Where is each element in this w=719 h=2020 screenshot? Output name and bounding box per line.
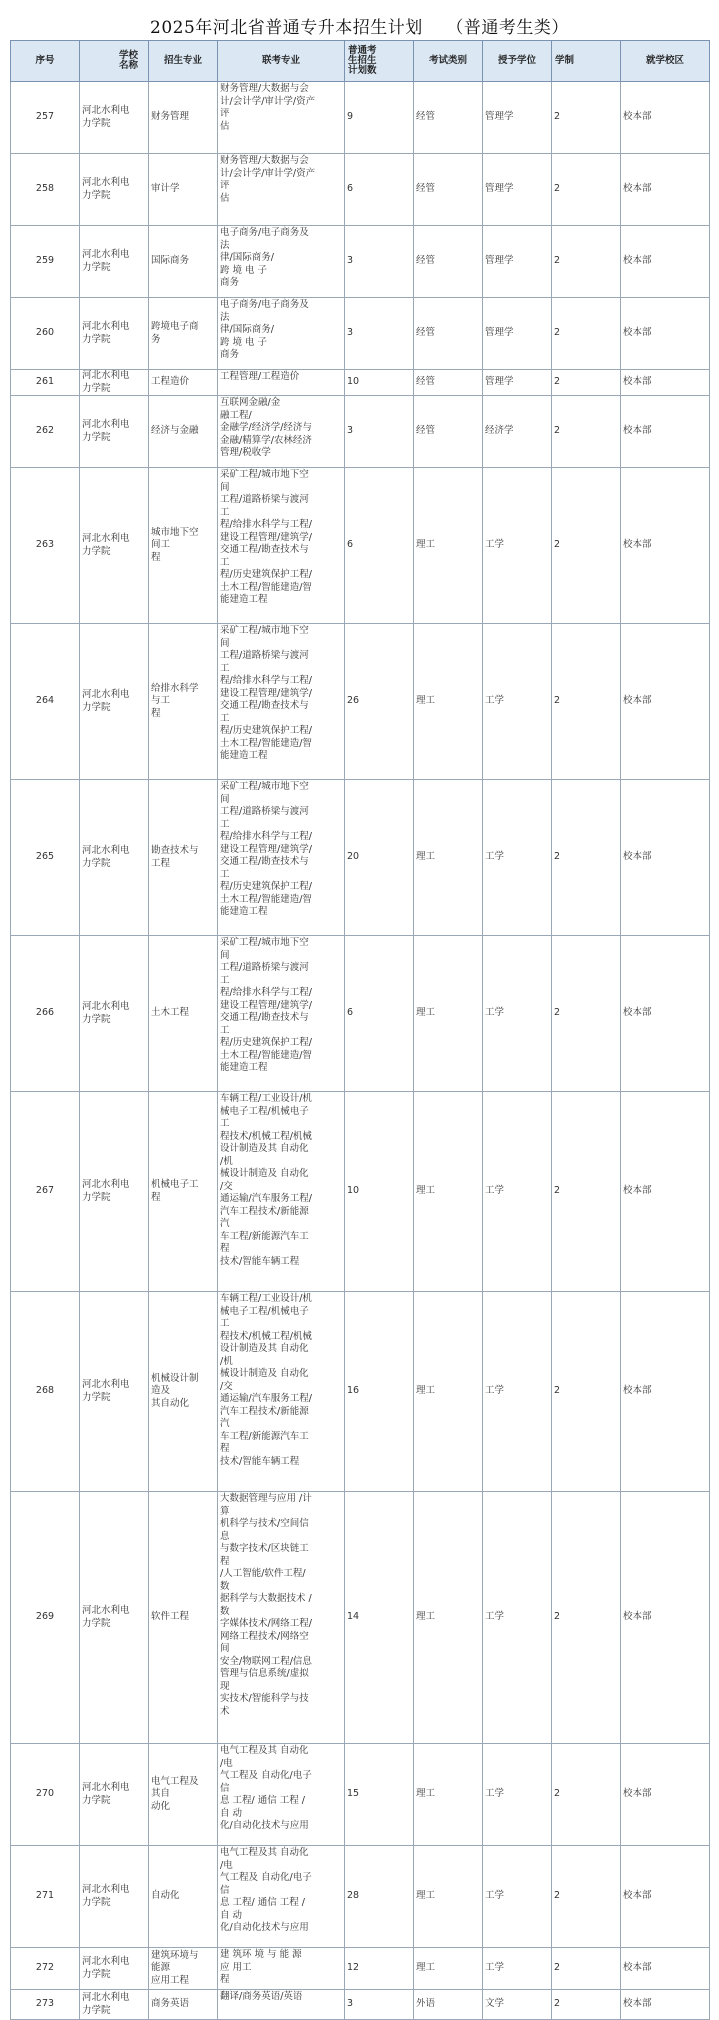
table-row <box>11 1744 710 1846</box>
cell-majors: 电气工程及其 自动化 /电 气工程及 自动化/电子 信 息 工程/ 通信 工程 / 自 动 化/自动化技术与应用 <box>218 1744 345 1846</box>
cell-seq: 268 <box>11 1292 80 1492</box>
cell-seq: 272 <box>11 1948 80 1990</box>
cell-program: 建筑环境与 能源 应用工程 <box>149 1948 218 1990</box>
cell-majors: 电子商务/电子商务及 法 律/国际商务/ 跨 境 电 子 商务 <box>218 298 345 370</box>
cell-campus: 校本部 <box>621 1292 710 1492</box>
cell-plan: 16 <box>345 1292 414 1492</box>
cell-years: 2 <box>552 1092 621 1292</box>
cell-degree: 工学 <box>483 624 552 780</box>
cell-degree: 经济学 <box>483 396 552 468</box>
cell-program: 审计学 <box>149 154 218 226</box>
cell-majors: 翻译/商务英语/英语 <box>218 1990 345 2020</box>
cell-years: 2 <box>552 82 621 154</box>
table-row <box>11 1492 710 1744</box>
cell-seq: 259 <box>11 226 80 298</box>
cell-degree: 工学 <box>483 1092 552 1292</box>
table-row <box>11 1846 710 1948</box>
cell-degree: 管理学 <box>483 82 552 154</box>
cell-campus: 校本部 <box>621 154 710 226</box>
cell-majors: 财务管理/大数据与会 计/会计学/审计学/资产 评 估 <box>218 82 345 154</box>
cell-program: 国际商务 <box>149 226 218 298</box>
cell-degree: 工学 <box>483 1948 552 1990</box>
cell-majors: 采矿工程/城市地下空 间 工程/道路桥梁与渡河 工 程/给排水科学与工程/ 建设工程管理/建筑学/ 交通工程/勘查技术与 工 程/历史建筑保护工程/ 土木工程/智能建造/智 能建造工程 <box>218 624 345 780</box>
header-seq: 序号 <box>11 41 80 82</box>
cell-years: 2 <box>552 1744 621 1846</box>
cell-school: 河北水利电 力学院 <box>80 370 149 396</box>
cell-school: 河北水利电 力学院 <box>80 226 149 298</box>
cell-campus: 校本部 <box>621 1948 710 1990</box>
cell-seq: 267 <box>11 1092 80 1292</box>
cell-school: 河北水利电 力学院 <box>80 1744 149 1846</box>
cell-degree: 管理学 <box>483 154 552 226</box>
cell-program: 给排水科学 与工 程 <box>149 624 218 780</box>
cell-seq: 258 <box>11 154 80 226</box>
table-row <box>11 1948 710 1990</box>
cell-years: 2 <box>552 1990 621 2020</box>
cell-years: 2 <box>552 468 621 624</box>
cell-majors: 车辆工程/工业设计/机 械电子工程/机械电子 工 程技术/机械工程/机械 设计制造及其 自动化 /机 械设计制造及 自动化 /交 通运输/汽车服务工程/ 汽车工程技术/新能源 汽 车工程/新能源汽车工 程 技术/智能车辆工程 <box>218 1292 345 1492</box>
table-body <box>11 82 710 2020</box>
cell-degree: 工学 <box>483 1292 552 1492</box>
cell-exam: 理工 <box>414 1492 483 1744</box>
cell-degree: 工学 <box>483 780 552 936</box>
cell-degree: 管理学 <box>483 226 552 298</box>
cell-campus: 校本部 <box>621 1492 710 1744</box>
cell-years: 2 <box>552 780 621 936</box>
header-plan: 普通考 生招生 计划数 <box>345 41 414 82</box>
cell-program: 勘查技术与 工程 <box>149 780 218 936</box>
cell-plan: 10 <box>345 370 414 396</box>
cell-seq: 273 <box>11 1990 80 2020</box>
cell-degree: 文学 <box>483 1990 552 2020</box>
cell-majors: 采矿工程/城市地下空 间 工程/道路桥梁与渡河 工 程/给排水科学与工程/ 建设工程管理/建筑学/ 交通工程/勘查技术与 工 程/历史建筑保护工程/ 土木工程/智能建造/智 能建造工程 <box>218 468 345 624</box>
cell-program: 电气工程及 其自 动化 <box>149 1744 218 1846</box>
header-degree: 授予学位 <box>483 41 552 82</box>
cell-years: 2 <box>552 396 621 468</box>
cell-campus: 校本部 <box>621 936 710 1092</box>
cell-plan: 26 <box>345 624 414 780</box>
cell-exam: 理工 <box>414 468 483 624</box>
cell-school: 河北水利电 力学院 <box>80 1092 149 1292</box>
cell-program: 城市地下空 间工 程 <box>149 468 218 624</box>
header-program: 招生专业 <box>149 41 218 82</box>
header-years: 学制 <box>552 41 621 82</box>
cell-years: 2 <box>552 936 621 1092</box>
cell-degree: 工学 <box>483 468 552 624</box>
header-school: 学校 名称 <box>80 41 149 82</box>
cell-seq: 270 <box>11 1744 80 1846</box>
header-campus: 就学校区 <box>621 41 710 82</box>
cell-exam: 理工 <box>414 1846 483 1948</box>
document-page <box>10 16 709 2020</box>
cell-years: 2 <box>552 154 621 226</box>
cell-campus: 校本部 <box>621 780 710 936</box>
cell-years: 2 <box>552 370 621 396</box>
cell-school: 河北水利电 力学院 <box>80 396 149 468</box>
cell-majors: 采矿工程/城市地下空 间 工程/道路桥梁与渡河 工 程/给排水科学与工程/ 建设工程管理/建筑学/ 交通工程/勘查技术与 工 程/历史建筑保护工程/ 土木工程/智能建造/智 能建造工程 <box>218 780 345 936</box>
cell-degree: 管理学 <box>483 298 552 370</box>
cell-plan: 6 <box>345 154 414 226</box>
table-row <box>11 396 710 468</box>
cell-program: 工程造价 <box>149 370 218 396</box>
cell-school: 河北水利电 力学院 <box>80 1492 149 1744</box>
cell-exam: 经管 <box>414 298 483 370</box>
cell-years: 2 <box>552 1846 621 1948</box>
cell-campus: 校本部 <box>621 396 710 468</box>
cell-campus: 校本部 <box>621 624 710 780</box>
cell-years: 2 <box>552 1492 621 1744</box>
cell-campus: 校本部 <box>621 1092 710 1292</box>
cell-program: 自动化 <box>149 1846 218 1948</box>
table-row <box>11 298 710 370</box>
cell-degree: 工学 <box>483 1492 552 1744</box>
cell-plan: 6 <box>345 468 414 624</box>
cell-program: 机械设计制 造及 其自动化 <box>149 1292 218 1492</box>
cell-years: 2 <box>552 226 621 298</box>
cell-school: 河北水利电 力学院 <box>80 624 149 780</box>
cell-campus: 校本部 <box>621 82 710 154</box>
cell-plan: 3 <box>345 396 414 468</box>
cell-seq: 271 <box>11 1846 80 1948</box>
cell-plan: 6 <box>345 936 414 1092</box>
cell-exam: 外语 <box>414 1990 483 2020</box>
table-row <box>11 624 710 780</box>
cell-seq: 262 <box>11 396 80 468</box>
cell-exam: 理工 <box>414 1092 483 1292</box>
cell-seq: 269 <box>11 1492 80 1744</box>
cell-majors: 车辆工程/工业设计/机 械电子工程/机械电子 工 程技术/机械工程/机械 设计制造及其 自动化 /机 械设计制造及 自动化 /交 通运输/汽车服务工程/ 汽车工程技术/新能源 汽 车工程/新能源汽车工 程 技术/智能车辆工程 <box>218 1092 345 1292</box>
cell-degree: 工学 <box>483 1846 552 1948</box>
cell-majors: 大数据管理与应用 /计 算 机科学与技术/空间信 息 与数字技术/区块链工 程 /人工智能/软件工程/ 数 据科学与大数据技术 / 数 字媒体技术/网络工程/ 网络工程技术/网络空 间 安全/物联网工程/信息 管理与信息系统/虚拟 现 实技术/智能科学与技 术 <box>218 1492 345 1744</box>
cell-exam: 经管 <box>414 370 483 396</box>
header-exam: 考试类别 <box>414 41 483 82</box>
cell-program: 软件工程 <box>149 1492 218 1744</box>
cell-program: 商务英语 <box>149 1990 218 2020</box>
cell-plan: 20 <box>345 780 414 936</box>
cell-exam: 经管 <box>414 154 483 226</box>
table-row <box>11 226 710 298</box>
cell-campus: 校本部 <box>621 1990 710 2020</box>
cell-seq: 257 <box>11 82 80 154</box>
cell-degree: 工学 <box>483 936 552 1092</box>
cell-exam: 经管 <box>414 82 483 154</box>
table-header-row <box>11 41 710 82</box>
cell-seq: 266 <box>11 936 80 1092</box>
cell-plan: 3 <box>345 1990 414 2020</box>
cell-seq: 264 <box>11 624 80 780</box>
cell-exam: 经管 <box>414 226 483 298</box>
cell-exam: 理工 <box>414 936 483 1092</box>
cell-exam: 理工 <box>414 1744 483 1846</box>
cell-seq: 263 <box>11 468 80 624</box>
cell-exam: 经管 <box>414 396 483 468</box>
cell-majors: 采矿工程/城市地下空 间 工程/道路桥梁与渡河 工 程/给排水科学与工程/ 建设工程管理/建筑学/ 交通工程/勘查技术与 工 程/历史建筑保护工程/ 土木工程/智能建造/智 能建造工程 <box>218 936 345 1092</box>
table-row <box>11 468 710 624</box>
cell-program: 机械电子工 程 <box>149 1092 218 1292</box>
table-row <box>11 1292 710 1492</box>
cell-campus: 校本部 <box>621 1744 710 1846</box>
cell-exam: 理工 <box>414 1292 483 1492</box>
cell-degree: 管理学 <box>483 370 552 396</box>
cell-majors: 互联网金融/金 融工程/ 金融学/经济学/经济与 金融/精算学/农林经济 管理/税收学 <box>218 396 345 468</box>
table-row <box>11 370 710 396</box>
cell-program: 跨境电子商 务 <box>149 298 218 370</box>
header-majors: 联考专业 <box>218 41 345 82</box>
table-row <box>11 780 710 936</box>
cell-school: 河北水利电 力学院 <box>80 154 149 226</box>
cell-school: 河北水利电 力学院 <box>80 82 149 154</box>
cell-plan: 12 <box>345 1948 414 1990</box>
cell-majors: 工程管理/工程造价 <box>218 370 345 396</box>
enrollment-plan-table <box>10 40 710 2020</box>
cell-years: 2 <box>552 1292 621 1492</box>
cell-plan: 9 <box>345 82 414 154</box>
cell-program: 财务管理 <box>149 82 218 154</box>
cell-school: 河北水利电 力学院 <box>80 1990 149 2020</box>
cell-school: 河北水利电 力学院 <box>80 780 149 936</box>
cell-seq: 260 <box>11 298 80 370</box>
table-row <box>11 936 710 1092</box>
table-row <box>11 1990 710 2020</box>
cell-exam: 理工 <box>414 624 483 780</box>
cell-years: 2 <box>552 1948 621 1990</box>
cell-majors: 建 筑环 境 与 能 源 应 用工 程 <box>218 1948 345 1990</box>
cell-school: 河北水利电 力学院 <box>80 936 149 1092</box>
cell-seq: 261 <box>11 370 80 396</box>
cell-plan: 15 <box>345 1744 414 1846</box>
cell-campus: 校本部 <box>621 468 710 624</box>
cell-majors: 电子商务/电子商务及 法 律/国际商务/ 跨 境 电 子 商务 <box>218 226 345 298</box>
cell-exam: 理工 <box>414 1948 483 1990</box>
cell-campus: 校本部 <box>621 226 710 298</box>
cell-seq: 265 <box>11 780 80 936</box>
cell-degree: 工学 <box>483 1744 552 1846</box>
cell-plan: 3 <box>345 226 414 298</box>
cell-campus: 校本部 <box>621 370 710 396</box>
cell-years: 2 <box>552 298 621 370</box>
cell-school: 河北水利电 力学院 <box>80 1846 149 1948</box>
table-row <box>11 1092 710 1292</box>
document-title: 2025年河北省普通专升本招生计划 （普通考生类） <box>150 18 569 38</box>
cell-school: 河北水利电 力学院 <box>80 1948 149 1990</box>
cell-school: 河北水利电 力学院 <box>80 298 149 370</box>
cell-majors: 财务管理/大数据与会 计/会计学/审计学/资产 评 估 <box>218 154 345 226</box>
cell-years: 2 <box>552 624 621 780</box>
cell-plan: 3 <box>345 298 414 370</box>
cell-plan: 14 <box>345 1492 414 1744</box>
cell-majors: 电气工程及其 自动化 /电 气工程及 自动化/电子 信 息 工程/ 通信 工程 / 自 动 化/自动化技术与应用 <box>218 1846 345 1948</box>
cell-school: 河北水利电 力学院 <box>80 1292 149 1492</box>
cell-plan: 10 <box>345 1092 414 1292</box>
cell-plan: 28 <box>345 1846 414 1948</box>
cell-campus: 校本部 <box>621 298 710 370</box>
cell-exam: 理工 <box>414 780 483 936</box>
table-row <box>11 82 710 154</box>
cell-school: 河北水利电 力学院 <box>80 468 149 624</box>
cell-campus: 校本部 <box>621 1846 710 1948</box>
table-row <box>11 154 710 226</box>
cell-program: 土木工程 <box>149 936 218 1092</box>
cell-program: 经济与金融 <box>149 396 218 468</box>
